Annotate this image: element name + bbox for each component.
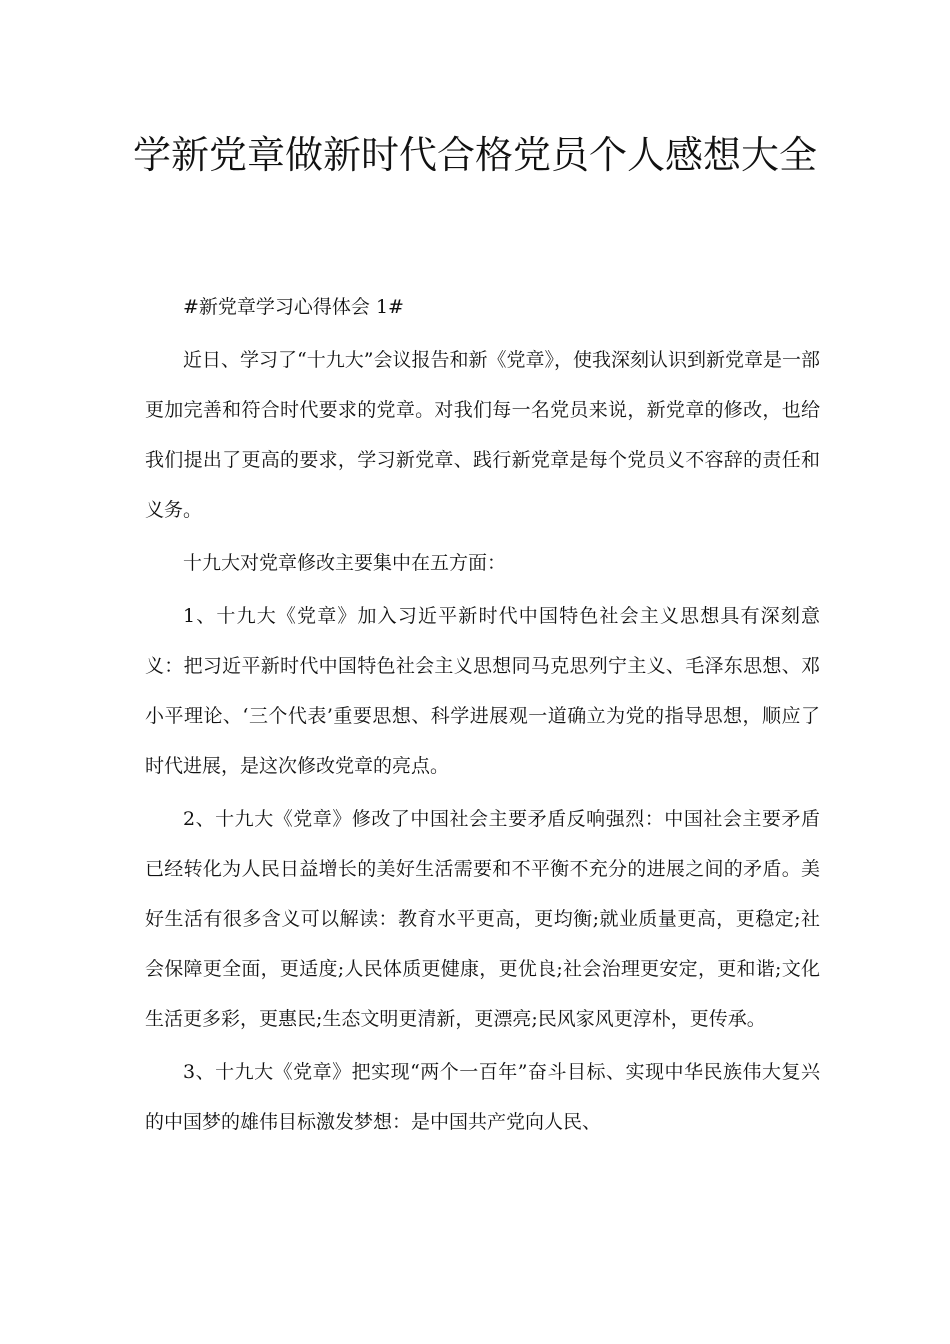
section-heading: #新党章学习心得体会 1# [183, 296, 404, 318]
paragraph-intro: 近日、学习了“十九大”会议报告和新《党章》，使我深刻认识到新党章是一部更加完善和符合时代要求的党章。对我们每一名党员来说，新党章的修改，也给我们提出了更高的要求，学习新党章、践行新党章是每个党员义不容辞的责任和义务。 [145, 349, 820, 521]
paragraph-summary: 十九大对党章修改主要集中在五方面： [183, 552, 507, 574]
document-body [145, 282, 820, 1150]
document-title: 学新党章做新时代合格党员个人感想大全 [132, 133, 817, 177]
paragraph-point-3: 3、十九大《党章》把实现“两个一百年”奋斗目标、实现中华民族伟大复兴的中国梦的雄伟目标激发梦想：是中国共产党向人民、 [145, 1061, 820, 1133]
paragraph-point-2: 2、十九大《党章》修改了中国社会主要矛盾反响强烈：中国社会主要矛盾已经转化为人民日益增长的美好生活需要和不平衡不充分的进展之间的矛盾。美好生活有很多含义可以解读：教育水平更高，更均衡;就业质量更高，更稳定;社会保障更全面，更适度;人民体质更健康，更优良;社会治理更安定，更和谐;文化生活更多彩，更惠民;生态文明更清新，更漂亮;民风家风更淳朴，更传承。 [145, 808, 820, 1030]
paragraph-point-1: 1、十九大《党章》加入习近平新时代中国特色社会主义思想具有深刻意义：把习近平新时代中国特色社会主义思想同马克思列宁主义、毛泽东思想、邓小平理论、‘三个代表’重要思想、科学进展观一道确立为党的指导思想，顺应了时代进展，是这次修改党章的亮点。 [145, 605, 820, 777]
